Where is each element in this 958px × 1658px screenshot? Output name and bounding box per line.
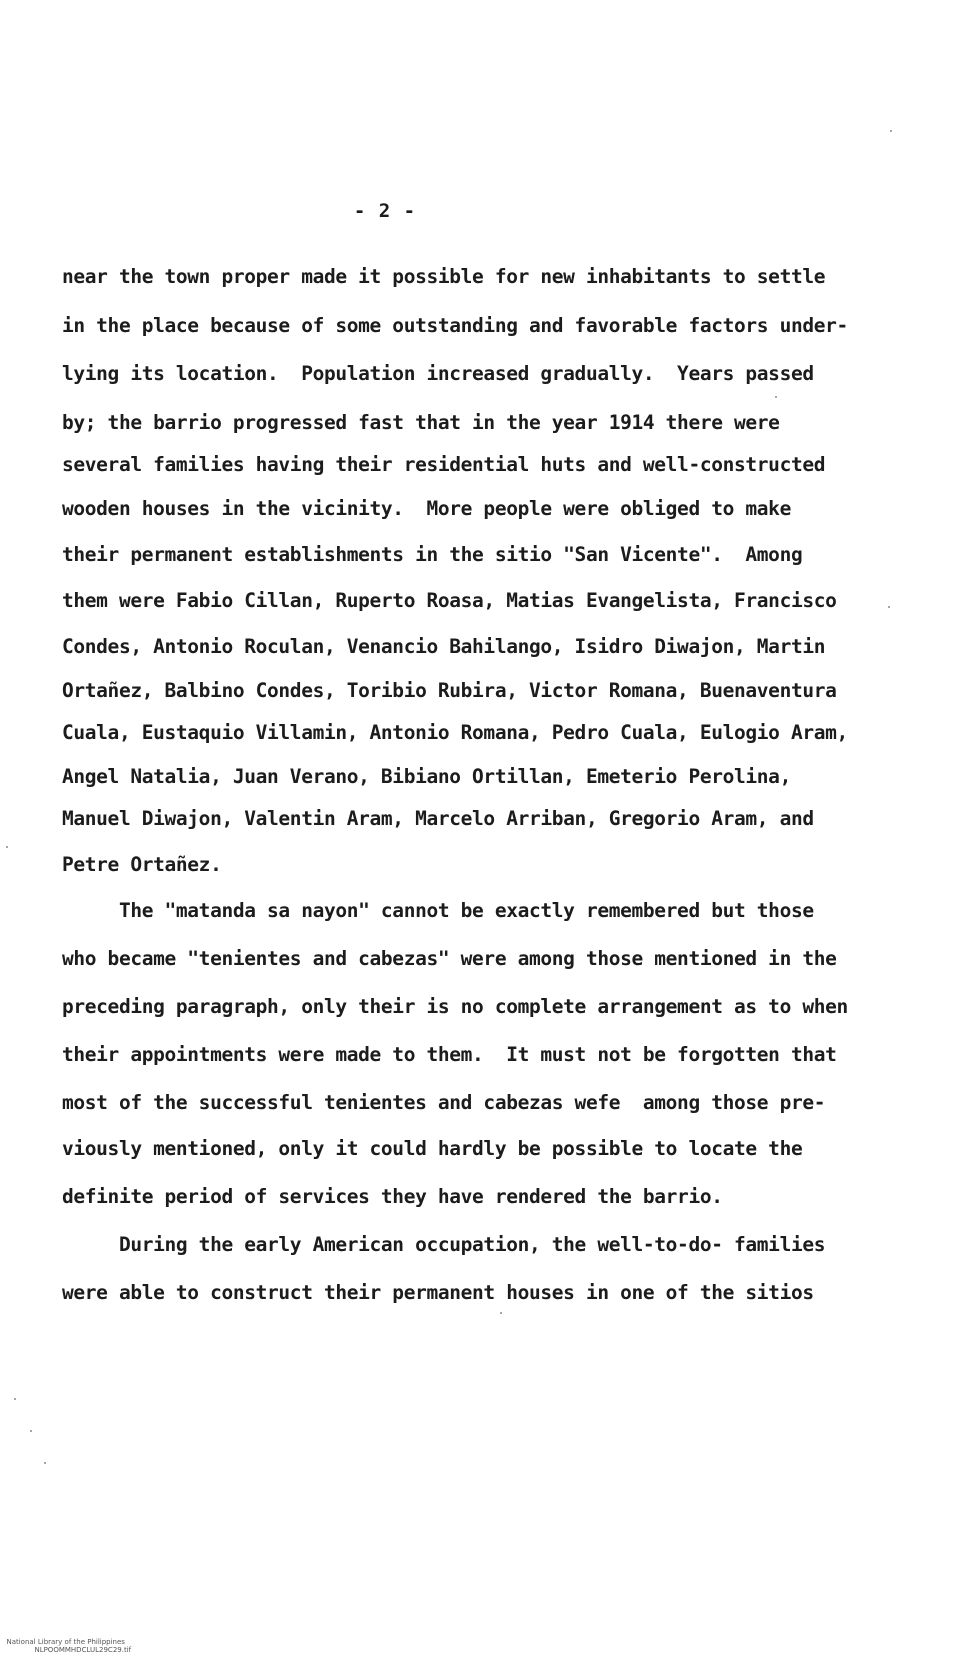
- scan-speck: [6, 846, 8, 848]
- text-line: preceding paragraph, only their is no complete arrangement as to when: [62, 994, 848, 1018]
- scan-speck: [775, 396, 777, 398]
- scan-speck: [500, 1312, 502, 1314]
- page-number: - 2 -: [353, 200, 417, 222]
- text-line: Angel Natalia, Juan Verano, Bibiano Ortillan, Emeterio Perolina,: [62, 764, 791, 788]
- text-line: several families having their residential huts and well-constructed: [62, 452, 826, 476]
- text-line: in the place because of some outstanding and favorable factors under-: [62, 313, 848, 337]
- text-line: wooden houses in the vicinity. More people were obliged to make: [62, 496, 791, 520]
- paragraph-3: [62, 1230, 912, 1326]
- text-line: Manuel Diwajon, Valentin Aram, Marcelo Arriban, Gregorio Aram, and: [62, 806, 814, 830]
- scan-speck: [890, 130, 892, 132]
- scan-footer: [2, 1630, 131, 1654]
- text-line: their permanent establishments in the sitio "San Vicente". Among: [62, 542, 803, 566]
- text-line: most of the successful tenientes and cabezas wefe among those pre-: [62, 1090, 826, 1114]
- scan-speck: [44, 1462, 46, 1464]
- document-body: [62, 262, 912, 1326]
- text-line: near the town proper made it possible for new inhabitants to settle: [62, 265, 826, 288]
- text-line: viously mentioned, only it could hardly be possible to locate the: [62, 1136, 803, 1160]
- text-line: The "matanda sa nayon" cannot be exactly remembered but those: [62, 898, 814, 922]
- text-line: lying its location. Population increased gradually. Years passed: [62, 362, 814, 386]
- text-line: their appointments were made to them. It must not be forgotten that: [62, 1042, 837, 1066]
- scan-speck: [888, 606, 890, 608]
- text-line: Petre Ortañez.: [62, 852, 222, 876]
- paragraph-2: [62, 896, 912, 1230]
- text-line: by; the barrio progressed fast that in the year 1914 there were: [62, 410, 780, 434]
- library-credit: National Library of the Philippines: [6, 1638, 125, 1646]
- text-line: were able to construct their permanent houses in one of the sitios: [62, 1280, 814, 1304]
- text-line: Ortañez, Balbino Condes, Toribio Rubira, Victor Romana, Buenaventura: [62, 678, 837, 702]
- file-id: NLPOOMMHDCLUL29C29.tif: [34, 1646, 132, 1654]
- scan-speck: [30, 1430, 32, 1432]
- text-line: Condes, Antonio Roculan, Venancio Bahilango, Isidro Diwajon, Martin: [62, 634, 826, 658]
- text-line: definite period of services they have rendered the barrio.: [62, 1184, 723, 1208]
- text-line: them were Fabio Cillan, Ruperto Roasa, Matias Evangelista, Francisco: [62, 588, 837, 612]
- text-line: who became "tenientes and cabezas" were among those mentioned in the: [62, 946, 837, 970]
- paragraph-1: [62, 262, 912, 896]
- scan-speck: [14, 1398, 16, 1400]
- text-line: Cuala, Eustaquio Villamin, Antonio Romana, Pedro Cuala, Eulogio Aram,: [62, 720, 848, 744]
- text-line: During the early American occupation, the well-to-do- families: [62, 1232, 826, 1256]
